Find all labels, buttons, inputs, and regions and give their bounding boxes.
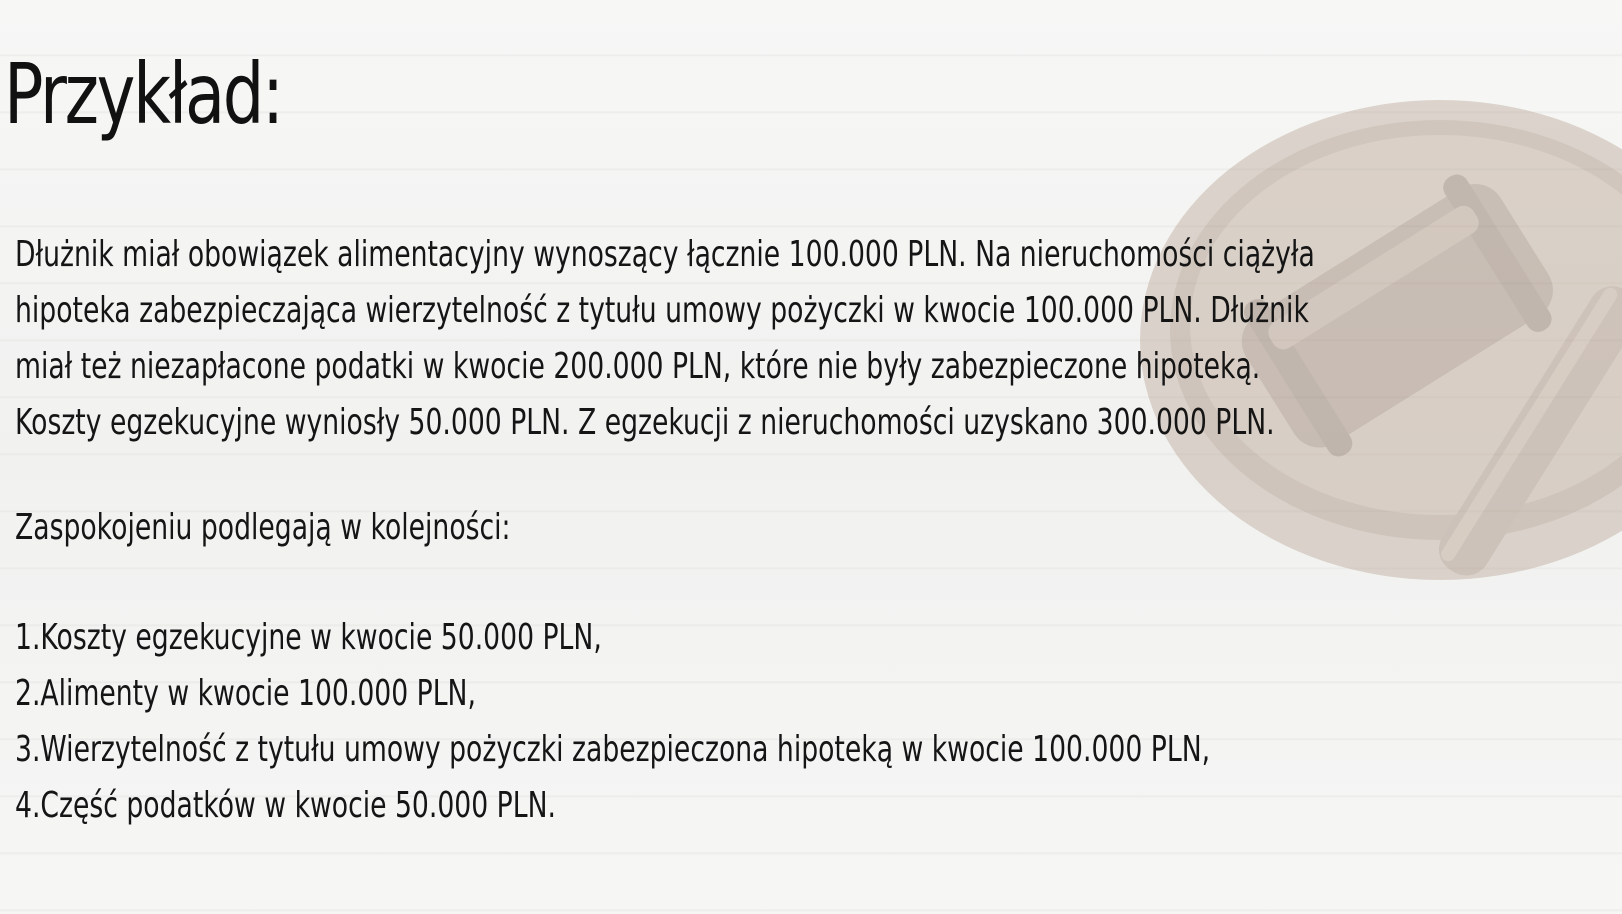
paragraph-line: hipoteka zabezpieczająca wierzytelność z tytułu umowy pożyczki w kwocie 100.000 PLN. Dłużnik bbox=[15, 290, 1309, 331]
paragraph-line: Koszty egzekucyjne wyniosły 50.000 PLN. Z egzekucji z nieruchomości uzyskano 300.000 PLN. bbox=[15, 402, 1275, 443]
satisfaction-order-list bbox=[15, 610, 1210, 834]
slide-title: Przykład: bbox=[4, 45, 282, 143]
list-item: 1.Koszty egzekucyjne w kwocie 50.000 PLN, bbox=[15, 617, 602, 658]
list-item: 3.Wierzytelność z tytułu umowy pożyczki zabezpieczona hipoteką w kwocie 100.000 PLN, bbox=[15, 729, 1211, 770]
paragraph-line: Dłużnik miał obowiązek alimentacyjny wynoszący łącznie 100.000 PLN. Na nieruchomości ciążyła bbox=[15, 234, 1315, 275]
list-item: 4.Część podatków w kwocie 50.000 PLN. bbox=[15, 785, 556, 826]
paragraph-line: miał też niezapłacone podatki w kwocie 200.000 PLN, które nie były zabezpieczone hipoteką. bbox=[15, 346, 1261, 387]
order-intro: Zaspokojeniu podlegają w kolejności: bbox=[15, 507, 511, 548]
list-item: 2.Alimenty w kwocie 100.000 PLN, bbox=[15, 673, 476, 714]
example-paragraph bbox=[15, 227, 1315, 451]
